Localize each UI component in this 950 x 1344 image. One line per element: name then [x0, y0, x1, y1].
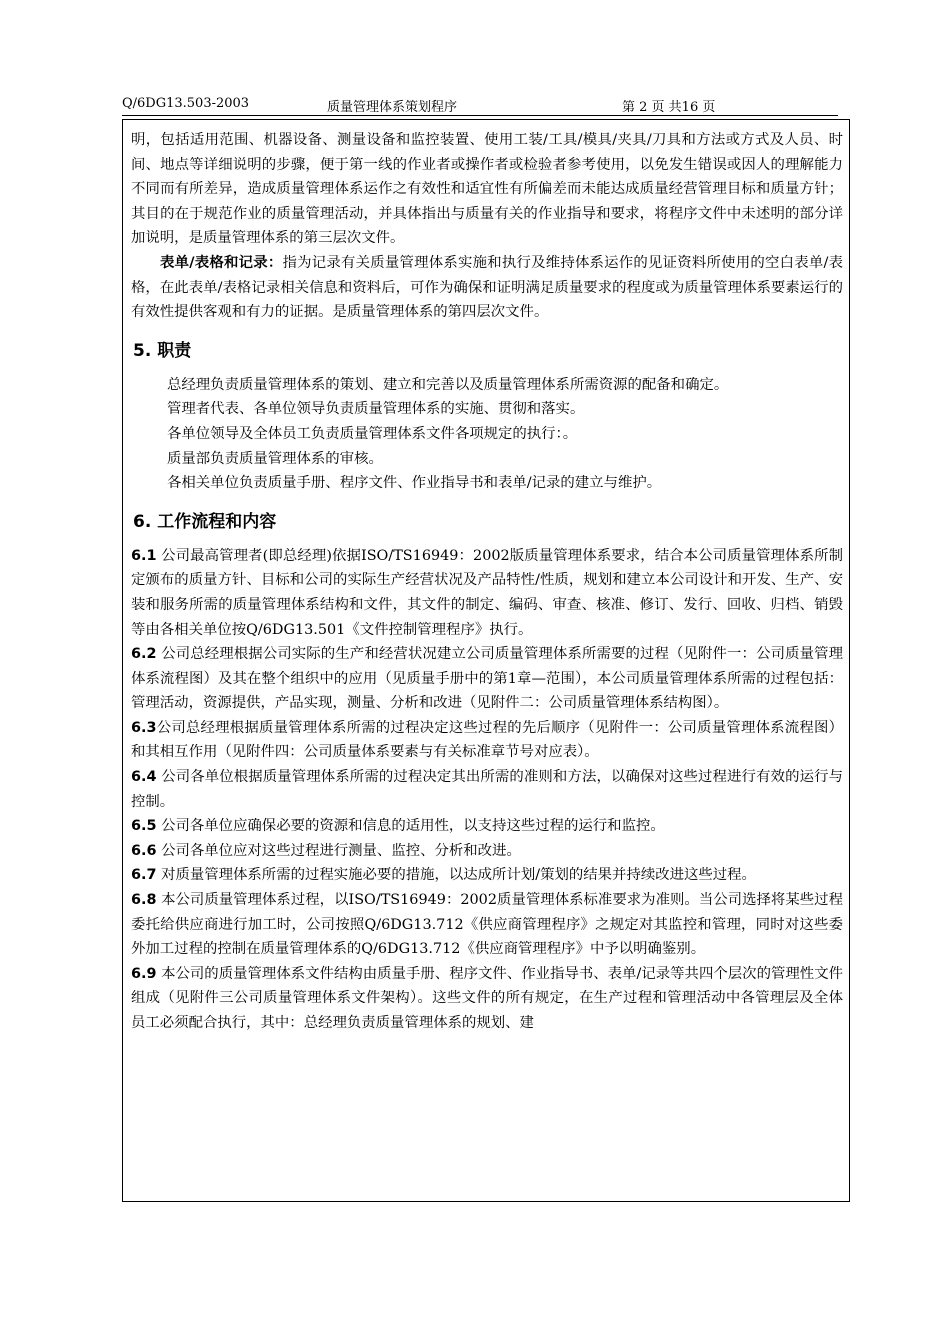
document-body [123, 120, 849, 1036]
clause-number: 6.7 [131, 867, 157, 884]
header-divider [122, 115, 838, 116]
clause-text: 公司各单位应确保必要的资源和信息的适用性，以支持这些过程的运行和监控。 [156, 818, 665, 835]
clause [131, 642, 843, 716]
document-title: 质量管理体系策划程序 [327, 100, 458, 115]
document-code: Q/6DG13.503-2003 [122, 96, 250, 111]
responsibility-item: 各相关单位负责质量手册、程序文件、作业指导书和表单/记录的建立与维护。 [167, 475, 662, 492]
responsibility-item: 管理者代表、各单位领导负责质量管理体系的实施、贯彻和落实。 [167, 401, 585, 418]
clause [131, 544, 843, 642]
responsibility-item: 质量部负责质量管理体系的审核。 [167, 450, 383, 467]
clause-number: 6.5 [131, 818, 157, 835]
clause-text: 对质量管理体系所需的过程实施必要的措施，以达成所计划/策划的结果并持续改进这些过程。 [156, 867, 756, 884]
content-frame [122, 119, 850, 1202]
page-header [122, 96, 838, 116]
clause [131, 863, 843, 888]
clause-text: 本公司的质量管理体系文件结构由质量手册、程序文件、作业指导书、表单/记录等共四个层次的管理性文件组成（见附件三公司质量管理体系文件架构）。这些文件的所有规定，在生产过程和管理活动中各管理层及全体员工必须配合执行，其中：总经理负责质量管理体系的规划、建 [131, 965, 843, 1031]
clause-text: 公司最高管理者(即总经理)依据ISO/TS16949：2002版质量管理体系要求，结合本公司质量管理体系所制定颁布的质量方针、目标和公司的实际生产经营状况及产品特性/性质，规划和建立本公司设计和开发、生产、安装和服务所需的质量管理体系结构和文件，其文件的制定、编码、审查、核准、修订、发行、回收、归档、销毁等由各相关单位按Q/6DG13.501《文件控制管理程序》执行。 [131, 547, 843, 638]
section-6-heading: 6. 工作流程和内容 [133, 511, 277, 532]
page-number: 第 2 页 共16 页 [622, 100, 716, 115]
intro-paragraph-2 [131, 251, 843, 325]
clause [131, 839, 843, 864]
responsibilities-list [131, 373, 843, 496]
clause-number: 6.6 [131, 842, 157, 859]
clause-number: 6.1 [131, 547, 157, 564]
clause [131, 814, 843, 839]
clause-text: 本公司质量管理体系过程，以ISO/TS16949：2002质量管理体系标准要求为准则。当公司选择将某些过程委托给供应商进行加工时，公司按照Q/6DG13.712《供应商管理程序》之规定对其监控和管理，同时对这些委外加工过程的控制在质量管理体系的Q/6DG13.712《供应商管理程序》中予以明确鉴别。 [131, 892, 843, 958]
clause-number: 6.4 [131, 769, 157, 786]
clause-number: 6.9 [131, 965, 157, 982]
clause-number: 6.2 [131, 646, 157, 663]
term-definition: 指为记录有关质量管理体系实施和执行及维持体系运作的见证资料所使用的空白表单/表格，在此表单/表格记录相关信息和资料后，可作为确保和证明满足质量要求的程度或为质量管理体系要素运行的有效性提供客观和有力的证据。是质量管理体系的第四层次文件。 [131, 254, 843, 321]
section-5-heading: 5. 职责 [133, 340, 192, 361]
clause [131, 765, 843, 814]
intro-paragraph-1: 明，包括适用范围、机器设备、测量设备和监控装置、使用工装/工具/模具/夹具/刀具和方法或方式及人员、时间、地点等详细说明的步骤，便于第一线的作业者或操作者或检验者参考使用，以免发生错误或因人的理解能力不同而有所差异，造成质量管理体系运作之有效性和适宜性有所偏差而未能达成质量经营管理目标和质量方针；其目的在于规范作业的质量管理活动，并具体指出与质量有关的作业指导和要求，将程序文件中未述明的部分详加说明，是质量管理体系的第三层次文件。 [131, 132, 843, 247]
clause [131, 962, 843, 1036]
term-forms-records: 表单/表格和记录： [160, 253, 283, 271]
clause [131, 716, 843, 765]
clause-number: 6.8 [131, 892, 157, 909]
clause-text: 公司总经理根据公司实际的生产和经营状况建立公司质量管理体系所需要的过程（见附件一：公司质量管理体系流程图）及其在整个组织中的应用（见质量手册中的第1章—范围），本公司质量管理体系所需的过程包括：管理活动，资源提供，产品实现，测量、分析和改进（见附件二：公司质量管理体系结构图）。 [131, 646, 843, 712]
clause-text: 公司各单位根据质量管理体系所需的过程决定其出所需的准则和方法，以确保对这些过程进行有效的运行与控制。 [131, 769, 843, 810]
clause-number: 6.3 [131, 719, 157, 736]
responsibility-item: 总经理负责质量管理体系的策划、建立和完善以及质量管理体系所需资源的配备和确定。 [167, 376, 729, 393]
clause-text: 公司总经理根据质量管理体系所需的过程决定这些过程的先后顺序（见附件一：公司质量管理体系流程图）和其相互作用（见附件四：公司质量体系要素与有关标准章节号对应表）。 [131, 719, 843, 761]
responsibility-item: 各单位领导及全体员工负责质量管理体系文件各项规定的执行：。 [167, 425, 578, 442]
clause-text: 公司各单位应对这些过程进行测量、监控、分析和改进。 [156, 842, 521, 859]
clause [131, 888, 843, 962]
